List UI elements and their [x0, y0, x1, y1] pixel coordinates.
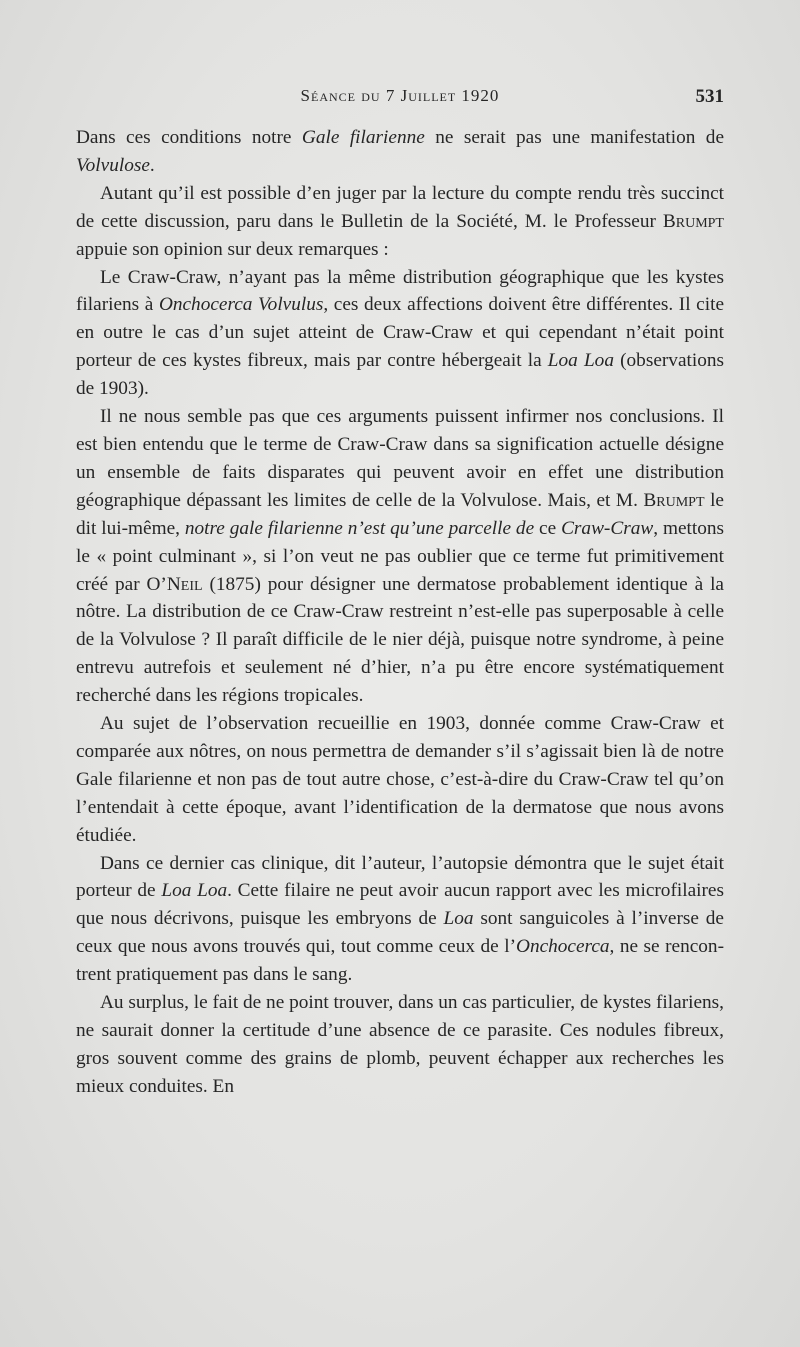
text-run: Dans ces conditions notre	[76, 127, 302, 148]
author-name: Neil	[166, 573, 203, 595]
italic-text: notre gale filarienne n’est qu’une parcelle de	[184, 517, 535, 539]
text-run: (1875) pour désigner une dermatose probablement identique à la nôtre. La distribution de ce Craw-Craw restreint n’est-elle pas superposable à celle de la Volvulose ? Il paraît difficile de le nier déjà, puisque notre syndrome, à peine entrevu autrefois et seulement né d’hier, n’a pu être encore systématiquement recherché dans les régions tropicales.	[76, 573, 724, 707]
italic-text: Onchocerca	[516, 936, 610, 958]
author-name: Brumpt	[643, 489, 705, 511]
running-head	[76, 84, 724, 114]
text-run: Au sujet de l’observation recueillie en 1903, donnée comme Craw-Craw et comparée aux nôtres, on nous permettra de demander s’il s’agissait bien là de notre Gale filarienne et non pas de tout autre chose, c’est-à-dire du Craw-Craw tel qu’on l’entendait à cette époque, avant l’identification de la dermatose que nous avons étudiée.	[76, 713, 724, 846]
italic-text: Gale filarienne	[301, 127, 425, 148]
text-run: ne serait pas une manifestation de	[424, 127, 724, 148]
text-run: . Cette filaire ne peut avoir aucun rapport avec les microfilaires que nous décrivons, puisque les embryons de	[76, 880, 724, 930]
italic-text: Onchocerca Volvulus	[158, 294, 324, 316]
italic-text: Volvulose	[76, 154, 150, 176]
paragraph	[76, 264, 724, 404]
paragraph	[76, 710, 724, 850]
text-run: Autant qu’il est possible d’en juger par la lecture du compte rendu très succinct de cette discussion, paru dans le Bulletin de la Société, M. le Professeur	[76, 182, 724, 232]
text-run: , mettons le « point culminant », si l’on veut ne pas oublier que ce terme fut primitivement créé par O’	[76, 517, 724, 595]
text-run: Il ne nous semble pas que ces arguments puissent infirmer nos conclusions. Il est bien entendu que le terme de Craw-Craw dans sa signification actuelle désigne un ensemble de faits disparates qui peuvent avoir en effet une distribution géographique dépassant les limites de celle de la Volvulose. Mais, et M.	[76, 406, 724, 511]
italic-text: Loa Loa	[161, 880, 228, 902]
text-run: , ne se rencontrent pratiquement pas dans le sang.	[76, 936, 724, 986]
text-run: Au surplus, le fait de ne point trouver, dans un cas particulier, de kystes filariens, ne saurait donner la certitude d’une absence de ce parasite. Ces nodules fibreux, gros souvent comme des grains de plomb, peuvent échapper aux recherches les mieux conduites. En	[76, 992, 724, 1097]
text-run: le dit lui-même,	[76, 489, 724, 539]
paragraph	[76, 850, 724, 990]
italic-text: Loa	[443, 908, 474, 930]
author-name: Brumpt	[662, 210, 724, 232]
text-run: .	[149, 154, 155, 176]
text-run: sont sanguicoles à l’inverse de ceux que nous avons trouvés qui, tout comme ceux de l’	[76, 908, 724, 958]
page-number: 531	[695, 86, 724, 107]
text-run: appuie son opinion sur deux remarques :	[76, 238, 389, 260]
text-run: (observations de 1903).	[76, 350, 725, 400]
text-run: Le Craw-Craw, n’ayant pas la même distribution géographique que les kystes filariens à	[76, 266, 724, 316]
paragraph	[76, 124, 724, 180]
text-run: Dans ce dernier cas clinique, dit l’auteur, l’autopsie démontra que le sujet était porteur de	[76, 852, 724, 902]
paragraph	[76, 989, 724, 1101]
paragraph	[76, 180, 724, 264]
italic-text: Craw-Craw	[561, 517, 654, 539]
text-run: ce	[534, 517, 562, 539]
italic-text: Loa Loa	[547, 350, 614, 372]
running-title: Séance du 7 Juillet 1920	[300, 86, 500, 105]
text-run: , ces deux affections doivent être différentes. Il cite en outre le cas d’un sujet atteint de Craw-Craw et qui cependant n’était point porteur de ces kystes fibreux, mais par contre hébergeait la	[76, 294, 725, 372]
paragraph	[76, 403, 724, 710]
body-text	[76, 124, 724, 1101]
